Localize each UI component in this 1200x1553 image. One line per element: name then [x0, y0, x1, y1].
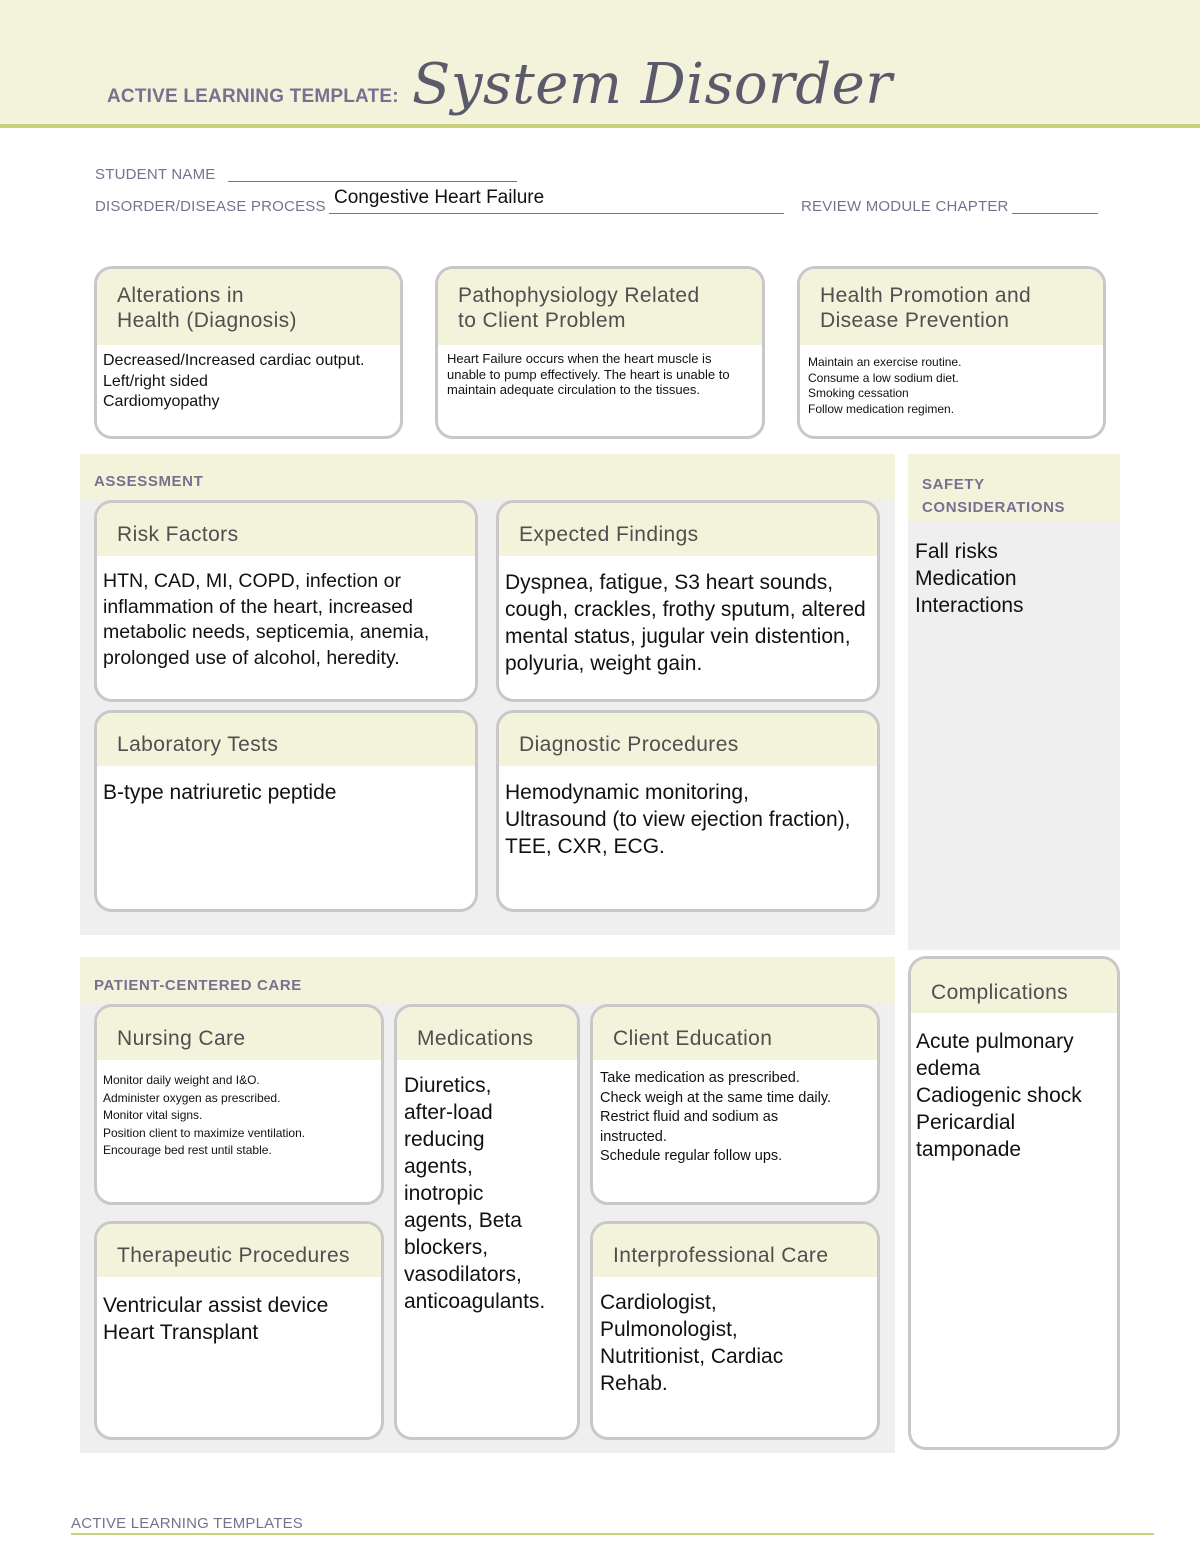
lab-tests-body[interactable]: B-type natriuretic peptide: [103, 781, 337, 804]
disorder-field[interactable]: [329, 213, 784, 214]
health-promotion-body[interactable]: Maintain an exercise routine. Consume a low sodium diet. Smoking cessation Follow medication regimen.: [808, 355, 962, 416]
safety-body[interactable]: Fall risks Medication Interactions: [915, 540, 1024, 617]
expected-findings-title: Expected Findings: [499, 503, 877, 556]
footer-label: ACTIVE LEARNING TEMPLATES: [71, 1515, 303, 1532]
alterations-body[interactable]: Decreased/Increased cardiac output. Left/right sided Cardiomyopathy: [103, 352, 365, 410]
template-title: System Disorder: [412, 52, 893, 117]
complications-box: [908, 956, 1120, 1450]
disorder-value: Congestive Heart Failure: [334, 187, 545, 208]
assessment-title: ASSESSMENT: [94, 473, 204, 490]
risk-factors-body[interactable]: HTN, CAD, MI, COPD, infection or inflammation of the heart, increased metabolic needs, septicemia, anemia, prolonged use of alcohol, heredity.: [103, 570, 430, 669]
pathophysiology-body[interactable]: Heart Failure occurs when the heart muscle is unable to pump effectively. The heart is unable to maintain adequate circulation to the tissues.: [447, 351, 730, 397]
medications-body[interactable]: Diuretics, after-load reducing agents, inotropic agents, Beta blockers, vasodilators, anticoagulants.: [404, 1074, 546, 1313]
footer-rule: [71, 1533, 1154, 1535]
student-name-field[interactable]: [228, 181, 517, 182]
therapeutic-procedures-box: [94, 1221, 384, 1440]
complications-title: Complications: [911, 959, 1117, 1013]
expected-findings-box: [496, 500, 880, 702]
alterations-title: Alterations in Health (Diagnosis): [97, 269, 400, 345]
nursing-care-title: Nursing Care: [97, 1007, 381, 1060]
pathophysiology-box: [435, 266, 765, 439]
disorder-label: DISORDER/DISEASE PROCESS: [95, 198, 326, 215]
medications-box: [394, 1004, 580, 1440]
safety-title: SAFETY CONSIDERATIONS: [922, 476, 1066, 516]
therapeutic-procedures-title: Therapeutic Procedures: [97, 1224, 381, 1277]
chapter-field[interactable]: [1012, 213, 1098, 214]
risk-factors-title: Risk Factors: [97, 503, 475, 556]
template-label: ACTIVE LEARNING TEMPLATE:: [107, 86, 399, 107]
lab-tests-box: [94, 710, 478, 912]
diagnostic-procedures-body[interactable]: Hemodynamic monitoring, Ultrasound (to view ejection fraction), TEE, CXR, ECG.: [505, 781, 851, 858]
nursing-care-body[interactable]: Monitor daily weight and I&O. Administer oxygen as prescribed. Monitor vital signs. Position client to maximize ventilation. Encourage bed rest until stable.: [103, 1073, 306, 1157]
client-education-body[interactable]: Take medication as prescribed. Check weigh at the same time daily. Restrict fluid and sodium as instructed. Schedule regular follow ups.: [600, 1070, 832, 1164]
pathophysiology-title: Pathophysiology Related to Client Problem: [438, 269, 762, 345]
chapter-label: REVIEW MODULE CHAPTER: [801, 198, 1009, 215]
expected-findings-body[interactable]: Dyspnea, fatigue, S3 heart sounds, cough, crackles, frothy sputum, altered mental status, jugular vein distention, polyuria, weight gain.: [505, 571, 866, 675]
student-name-label: STUDENT NAME: [95, 166, 216, 183]
diagnostic-procedures-title: Diagnostic Procedures: [499, 713, 877, 766]
safety-panel: [908, 454, 1120, 950]
alterations-box: [94, 266, 403, 439]
client-education-box: [590, 1004, 880, 1205]
risk-factors-box: [94, 500, 478, 702]
health-promotion-box: [797, 266, 1106, 439]
interprofessional-care-box: [590, 1221, 880, 1440]
nursing-care-box: [94, 1004, 384, 1205]
interprofessional-care-body[interactable]: Cardiologist, Pulmonologist, Nutritionist, Cardiac Rehab.: [600, 1291, 784, 1395]
medications-title: Medications: [397, 1007, 577, 1060]
patient-care-title: PATIENT-CENTERED CARE: [94, 977, 302, 994]
health-promotion-title: Health Promotion and Disease Prevention: [800, 269, 1103, 345]
complications-body[interactable]: Acute pulmonary edema Cadiogenic shock Pericardial tamponade: [916, 1030, 1082, 1161]
therapeutic-procedures-body[interactable]: Ventricular assist device Heart Transplant: [103, 1294, 329, 1344]
interprofessional-care-title: Interprofessional Care: [593, 1224, 877, 1277]
diagnostic-procedures-box: [496, 710, 880, 912]
client-education-title: Client Education: [593, 1007, 877, 1060]
lab-tests-title: Laboratory Tests: [97, 713, 475, 766]
header-rule: [0, 124, 1200, 128]
